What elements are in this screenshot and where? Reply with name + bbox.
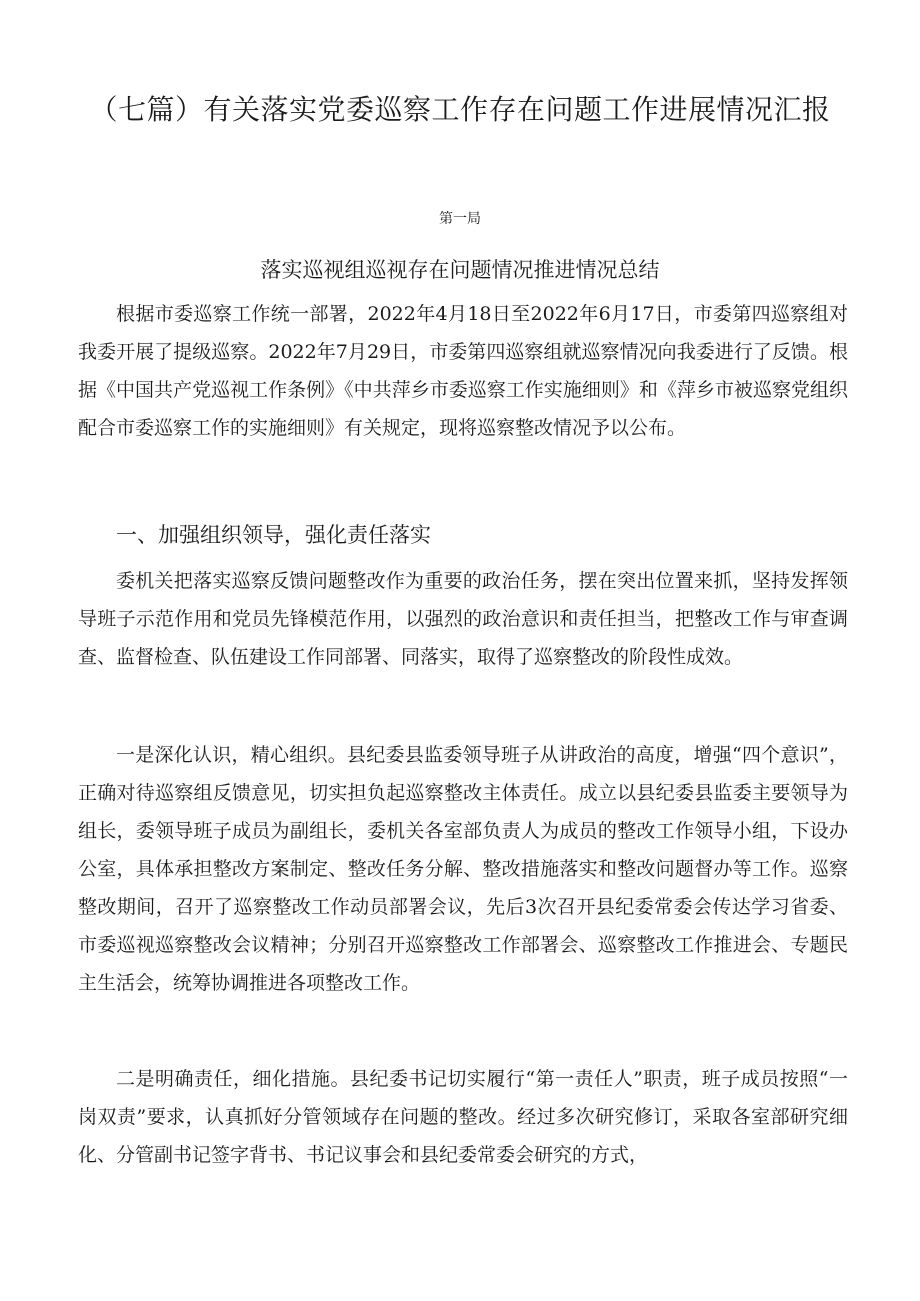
part-label: 第一局 [439,211,481,227]
intro-paragraph: 根据市委巡察工作统一部署，2022年4月18日至2022年6月17日，市委第四巡察组对我委开展了提级巡察。2022年7月29日，市委第四巡察组就巡察情况向我委进行了反馈。根据《中国共产党巡视工作条例》《中共萍乡市委巡察工作实施细则》和《萍乡市被巡察党组织配合市委巡察工作的实施细则》有关规定，现将巡察整改情况予以公布。 [78,303,848,439]
section-heading-1: 一、加强组织领导，强化责任落实 [116,523,431,547]
section1-item2-paragraph: 二是明确责任，细化措施。县纪委书记切实履行“第一责任人”职责，班子成员按照“一岗双责”要求，认真抓好分管领域存在问题的整改。经过多次研究修订，采取各室部研究细化、分管副书记签字背书、书记议事会和县纪委常委会研究的方式， [78,1068,848,1166]
article-subtitle: 落实巡视组巡视存在问题情况推进情况总结 [260,258,660,282]
section1-item1-paragraph: 一是深化认识，精心组织。县纪委县监委领导班子从讲政治的高度，增强“四个意识”，正确对待巡察组反馈意见，切实担负起巡察整改主体责任。成立以县纪委县监委主要领导为组长，委领导班子成员为副组长，委机关各室部负责人为成员的整改工作领导小组，下设办公室，具体承担整改方案制定、整改任务分解、整改措施落实和整改问题督办等工作。巡察整改期间，召开了巡察整改工作动员部署会议，先后3次召开县纪委常委会传达学习省委、市委巡视巡察整改会议精神；分别召开巡察整改工作部署会、巡察整改工作推进会、专题民主生活会，统筹协调推进各项整改工作。 [78,744,848,994]
section1-intro-paragraph: 委机关把落实巡察反馈问题整改作为重要的政治任务，摆在突出位置来抓，坚持发挥领导班子示范作用和党员先锋模范作用，以强烈的政治意识和责任担当，把整改工作与审查调查、监督检查、队伍建设工作同部署、同落实，取得了巡察整改的阶段性成效。 [78,570,848,668]
document-title: （七篇）有关落实党委巡察工作存在问题工作进展情况汇报 [89,93,831,126]
